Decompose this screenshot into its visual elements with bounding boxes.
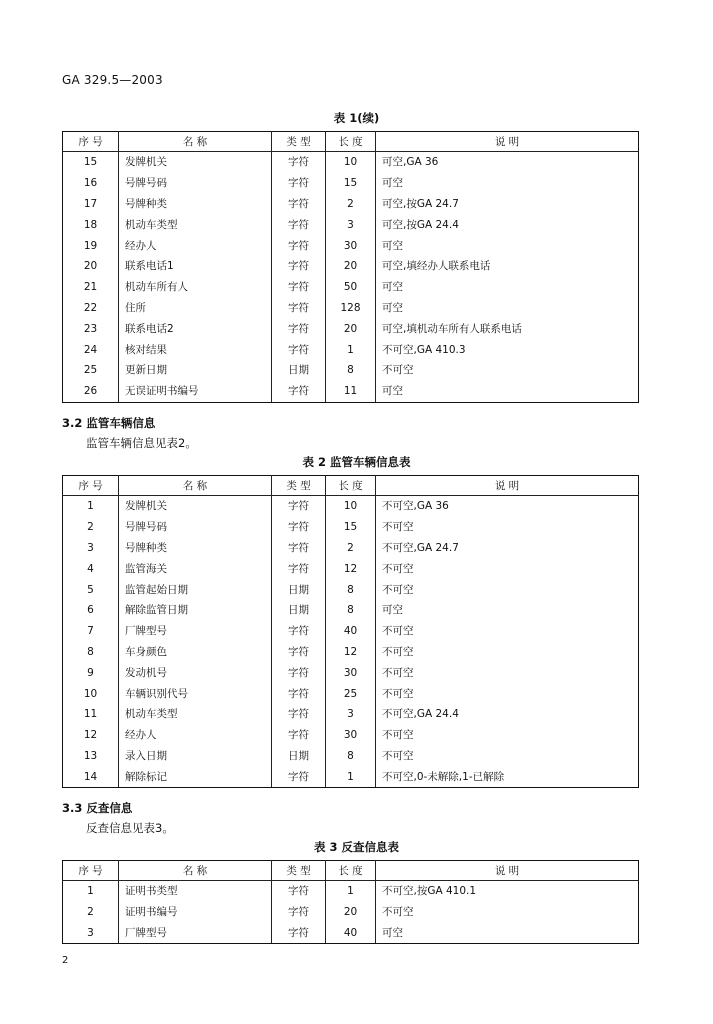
cell-type: 字符 (272, 214, 326, 235)
cell-name: 机动车所有人 (119, 277, 272, 298)
cell-name: 号牌号码 (119, 517, 272, 538)
cell-description: 不可空 (376, 558, 639, 579)
cell-length: 8 (326, 600, 376, 621)
cell-description: 不可空 (376, 902, 639, 923)
cell-seq: 9 (63, 662, 119, 683)
cell-seq: 4 (63, 558, 119, 579)
table-row (63, 881, 639, 902)
table3-header-description: 说 明 (376, 861, 639, 881)
cell-seq: 14 (63, 766, 119, 787)
cell-seq: 1 (63, 881, 119, 902)
cell-name: 证明书类型 (119, 881, 272, 902)
cell-length: 8 (326, 360, 376, 381)
table-row (63, 902, 639, 923)
cell-length: 25 (326, 683, 376, 704)
section-3-2-text: 监管车辆信息见表2。 (86, 436, 197, 450)
table2-header-length: 长 度 (326, 476, 376, 496)
table3-caption: 表 3 反查信息表 (313, 840, 399, 854)
table3-header-seq: 序 号 (63, 861, 119, 881)
cell-seq: 18 (63, 214, 119, 235)
cell-type: 字符 (272, 517, 326, 538)
cell-seq: 2 (63, 517, 119, 538)
cell-seq: 17 (63, 194, 119, 215)
cell-length: 10 (326, 496, 376, 517)
cell-description: 不可空,GA 24.4 (376, 704, 639, 725)
table3 (62, 860, 639, 944)
table1-header-name: 名 称 (119, 132, 272, 152)
cell-description: 可空 (376, 298, 639, 319)
table-row (63, 704, 639, 725)
cell-length: 128 (326, 298, 376, 319)
cell-seq: 24 (63, 339, 119, 360)
cell-length: 3 (326, 214, 376, 235)
cell-type: 字符 (272, 277, 326, 298)
table1-header-length: 长 度 (326, 132, 376, 152)
cell-name: 录入日期 (119, 746, 272, 767)
cell-seq: 25 (63, 360, 119, 381)
table-row (63, 725, 639, 746)
cell-length: 1 (326, 881, 376, 902)
cell-length: 20 (326, 902, 376, 923)
table2-caption: 表 2 监管车辆信息表 (302, 455, 411, 469)
table-row (63, 662, 639, 683)
cell-name: 发牌机关 (119, 152, 272, 173)
cell-type: 字符 (272, 496, 326, 517)
cell-name: 号牌种类 (119, 194, 272, 215)
cell-seq: 8 (63, 642, 119, 663)
cell-name: 经办人 (119, 725, 272, 746)
cell-length: 30 (326, 662, 376, 683)
cell-description: 不可空 (376, 725, 639, 746)
table-row (63, 746, 639, 767)
cell-description: 可空 (376, 173, 639, 194)
cell-name: 车辆识别代号 (119, 683, 272, 704)
table-row (63, 360, 639, 381)
table3-header-type: 类 型 (272, 861, 326, 881)
cell-length: 50 (326, 277, 376, 298)
cell-type: 字符 (272, 902, 326, 923)
cell-description: 不可空 (376, 642, 639, 663)
cell-name: 更新日期 (119, 360, 272, 381)
table-row (63, 339, 639, 360)
cell-description: 可空 (376, 381, 639, 402)
cell-seq: 11 (63, 704, 119, 725)
table3-header-length: 长 度 (326, 861, 376, 881)
table-row (63, 683, 639, 704)
table-row (63, 381, 639, 402)
cell-description: 不可空 (376, 360, 639, 381)
cell-description: 不可空 (376, 683, 639, 704)
cell-type: 字符 (272, 381, 326, 402)
cell-seq: 26 (63, 381, 119, 402)
cell-name: 经办人 (119, 235, 272, 256)
cell-length: 20 (326, 318, 376, 339)
cell-type: 日期 (272, 360, 326, 381)
cell-length: 30 (326, 235, 376, 256)
cell-name: 监管海关 (119, 558, 272, 579)
table1-header-type: 类 型 (272, 132, 326, 152)
table1-header-description: 说 明 (376, 132, 639, 152)
cell-type: 字符 (272, 642, 326, 663)
table-row (63, 318, 639, 339)
cell-name: 号牌种类 (119, 538, 272, 559)
table-row (63, 256, 639, 277)
cell-description: 不可空,按GA 410.1 (376, 881, 639, 902)
cell-seq: 13 (63, 746, 119, 767)
cell-length: 30 (326, 725, 376, 746)
standard-number: GA 329.5—2003 (62, 73, 163, 87)
cell-description: 不可空,0-未解除,1-已解除 (376, 766, 639, 787)
table2-header-seq: 序 号 (63, 476, 119, 496)
cell-type: 日期 (272, 579, 326, 600)
cell-description: 不可空 (376, 517, 639, 538)
cell-name: 联系电话1 (119, 256, 272, 277)
cell-description: 可空,填经办人联系电话 (376, 256, 639, 277)
cell-seq: 10 (63, 683, 119, 704)
cell-length: 40 (326, 621, 376, 642)
cell-seq: 7 (63, 621, 119, 642)
cell-description: 不可空 (376, 746, 639, 767)
cell-description: 不可空,GA 24.7 (376, 538, 639, 559)
cell-description: 可空 (376, 277, 639, 298)
cell-type: 字符 (272, 152, 326, 173)
cell-type: 字符 (272, 339, 326, 360)
cell-name: 证明书编号 (119, 902, 272, 923)
table2-header-name: 名 称 (119, 476, 272, 496)
cell-name: 解除标记 (119, 766, 272, 787)
table-row (63, 173, 639, 194)
cell-seq: 3 (63, 538, 119, 559)
cell-description: 可空,按GA 24.4 (376, 214, 639, 235)
cell-type: 字符 (272, 662, 326, 683)
table-row (63, 277, 639, 298)
cell-type: 字符 (272, 923, 326, 944)
cell-seq: 15 (63, 152, 119, 173)
table2 (62, 475, 639, 788)
cell-length: 11 (326, 381, 376, 402)
cell-length: 40 (326, 923, 376, 944)
section-3-3-text: 反查信息见表3。 (86, 821, 174, 835)
cell-length: 3 (326, 704, 376, 725)
table2-header-type: 类 型 (272, 476, 326, 496)
cell-seq: 12 (63, 725, 119, 746)
cell-description: 可空 (376, 923, 639, 944)
cell-length: 10 (326, 152, 376, 173)
cell-length: 1 (326, 766, 376, 787)
cell-length: 15 (326, 517, 376, 538)
cell-name: 厂牌型号 (119, 621, 272, 642)
cell-seq: 20 (63, 256, 119, 277)
table-row (63, 235, 639, 256)
cell-length: 8 (326, 746, 376, 767)
cell-type: 字符 (272, 881, 326, 902)
cell-length: 12 (326, 558, 376, 579)
table-row (63, 496, 639, 517)
cell-description: 不可空 (376, 662, 639, 683)
cell-name: 监管起始日期 (119, 579, 272, 600)
cell-length: 1 (326, 339, 376, 360)
cell-length: 15 (326, 173, 376, 194)
table1-header-row (63, 132, 639, 152)
cell-seq: 23 (63, 318, 119, 339)
table3-header-row (63, 861, 639, 881)
cell-name: 厂牌型号 (119, 923, 272, 944)
cell-length: 8 (326, 579, 376, 600)
section-3-3-heading: 3.3 反查信息 (62, 801, 133, 815)
table-row (63, 298, 639, 319)
cell-type: 字符 (272, 621, 326, 642)
cell-type: 字符 (272, 558, 326, 579)
cell-type: 字符 (272, 298, 326, 319)
cell-description: 不可空,GA 410.3 (376, 339, 639, 360)
cell-type: 日期 (272, 746, 326, 767)
cell-name: 发动机号 (119, 662, 272, 683)
cell-description: 不可空 (376, 579, 639, 600)
cell-length: 12 (326, 642, 376, 663)
cell-seq: 19 (63, 235, 119, 256)
cell-seq: 2 (63, 902, 119, 923)
cell-type: 字符 (272, 318, 326, 339)
cell-name: 号牌号码 (119, 173, 272, 194)
cell-type: 字符 (272, 683, 326, 704)
cell-type: 字符 (272, 235, 326, 256)
cell-length: 2 (326, 194, 376, 215)
cell-description: 可空,GA 36 (376, 152, 639, 173)
cell-type: 字符 (272, 194, 326, 215)
cell-name: 解除监管日期 (119, 600, 272, 621)
cell-name: 无误证明书编号 (119, 381, 272, 402)
cell-type: 字符 (272, 725, 326, 746)
cell-type: 字符 (272, 766, 326, 787)
cell-description: 可空,按GA 24.7 (376, 194, 639, 215)
table1 (62, 131, 639, 403)
cell-seq: 22 (63, 298, 119, 319)
table-row (63, 152, 639, 173)
cell-description: 不可空 (376, 621, 639, 642)
cell-seq: 5 (63, 579, 119, 600)
table-row (63, 538, 639, 559)
cell-seq: 3 (63, 923, 119, 944)
table3-header-name: 名 称 (119, 861, 272, 881)
cell-description: 可空 (376, 600, 639, 621)
cell-description: 可空 (376, 235, 639, 256)
cell-description: 不可空,GA 36 (376, 496, 639, 517)
cell-type: 字符 (272, 173, 326, 194)
cell-type: 字符 (272, 704, 326, 725)
cell-name: 联系电话2 (119, 318, 272, 339)
table-row (63, 579, 639, 600)
cell-description: 可空,填机动车所有人联系电话 (376, 318, 639, 339)
cell-type: 字符 (272, 538, 326, 559)
table1-header-seq: 序 号 (63, 132, 119, 152)
table2-header-row (63, 476, 639, 496)
table-row (63, 558, 639, 579)
table1-caption: 表 1(续) (333, 111, 380, 125)
cell-seq: 16 (63, 173, 119, 194)
cell-seq: 6 (63, 600, 119, 621)
section-3-2-heading: 3.2 监管车辆信息 (62, 416, 156, 430)
table-row (63, 923, 639, 944)
cell-name: 住所 (119, 298, 272, 319)
cell-type: 字符 (272, 256, 326, 277)
cell-name: 机动车类型 (119, 214, 272, 235)
table2-header-description: 说 明 (376, 476, 639, 496)
cell-name: 车身颜色 (119, 642, 272, 663)
cell-seq: 21 (63, 277, 119, 298)
page-number: 2 (62, 955, 69, 966)
table-row (63, 600, 639, 621)
table-row (63, 214, 639, 235)
cell-length: 20 (326, 256, 376, 277)
cell-seq: 1 (63, 496, 119, 517)
cell-type: 日期 (272, 600, 326, 621)
table-row (63, 517, 639, 538)
cell-name: 核对结果 (119, 339, 272, 360)
table-row (63, 766, 639, 787)
table-row (63, 194, 639, 215)
cell-name: 发牌机关 (119, 496, 272, 517)
table-row (63, 621, 639, 642)
cell-name: 机动车类型 (119, 704, 272, 725)
cell-length: 2 (326, 538, 376, 559)
table-row (63, 642, 639, 663)
